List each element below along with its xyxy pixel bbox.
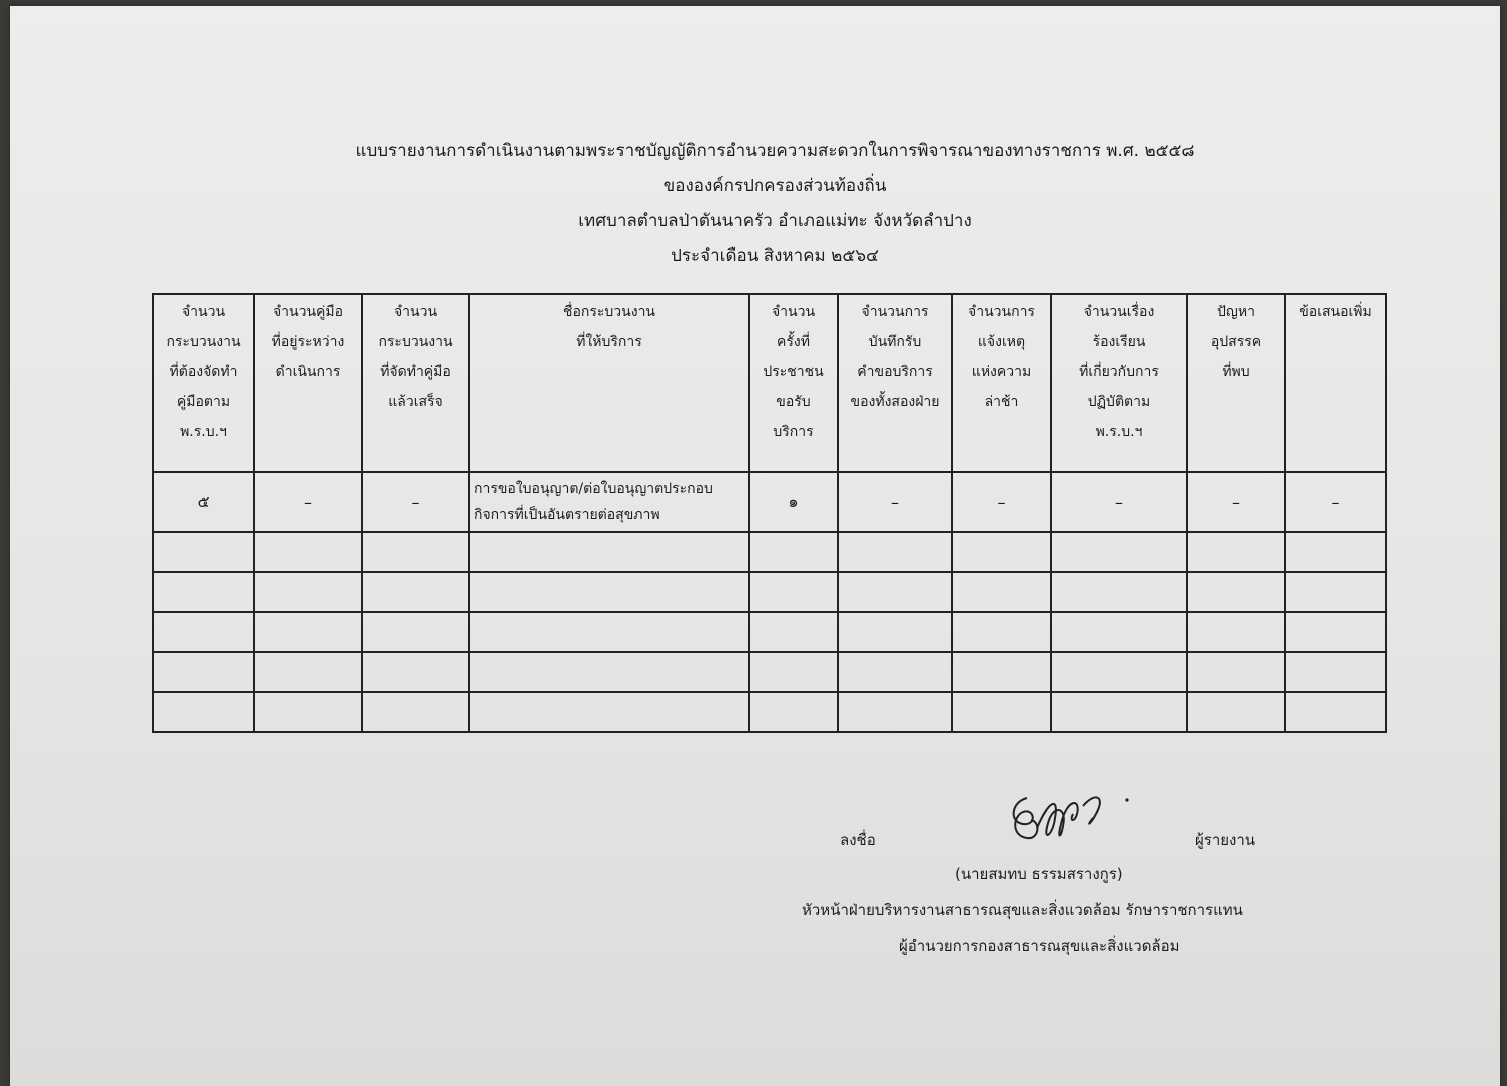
report-period: ประจำเดือน สิงหาคม ๒๕๖๔	[671, 246, 879, 266]
header-line: พ.ร.บ.ฯ	[1095, 424, 1143, 440]
document-page	[10, 6, 1500, 1086]
header-line: ที่เกี่ยวกับการ	[1079, 364, 1159, 380]
table-row	[153, 472, 1386, 532]
header-line: กระบวนงาน	[166, 334, 241, 350]
report-subtitle-org-type: ขององค์กรปกครองส่วนท้องถิ่น	[663, 176, 887, 196]
header-line: กระบวนงาน	[378, 334, 453, 350]
header-line: จำนวนคู่มือ	[272, 304, 344, 320]
header-line: ที่จัดทำคู่มือ	[380, 364, 451, 380]
header-request-records	[838, 294, 952, 472]
table-row-empty	[153, 652, 1386, 692]
header-line: ล่าช้า	[984, 394, 1019, 410]
header-line: แห่งความ	[971, 364, 1032, 380]
table-row-empty	[153, 692, 1386, 732]
table-row-empty	[153, 612, 1386, 652]
cell-problems: –	[1187, 472, 1285, 532]
cell-required: ๕	[153, 472, 254, 532]
header-line: พ.ร.บ.ฯ	[180, 424, 227, 440]
header-line: ขอรับ	[776, 394, 811, 410]
cell-completed: –	[362, 472, 469, 532]
header-suggestions	[1285, 294, 1386, 472]
reporter-label: ผู้รายงาน	[1195, 831, 1256, 849]
table-row-empty	[153, 532, 1386, 572]
header-line: จำนวน	[181, 304, 226, 320]
header-line: จำนวนเรื่อง	[1083, 304, 1155, 320]
header-line: จำนวนการ	[861, 304, 929, 320]
report-subtitle-org-name: เทศบาลตำบลป่าตันนาครัว อำเภอแม่ทะ จังหวัดลำปาง	[578, 211, 972, 231]
report-title: แบบรายงานการดำเนินงานตามพระราชบัญญัติการอำนวยความสะดวกในการพิจารณาของทางราชการ พ.ศ. ๒๕๕๘	[355, 141, 1195, 161]
cell-in-progress: –	[254, 472, 362, 532]
header-line: ที่ให้บริการ	[576, 334, 642, 350]
header-manuals-in-progress	[254, 294, 362, 472]
cell-complaints: –	[1051, 472, 1187, 532]
header-line: แจ้งเหตุ	[977, 334, 1026, 350]
cell-process-name	[469, 472, 749, 532]
header-line: ร้องเรียน	[1092, 334, 1146, 350]
header-line: จำนวน	[771, 304, 816, 320]
header-line: บริการ	[773, 424, 814, 440]
cell-delays: –	[952, 472, 1051, 532]
sign-label: ลงชื่อ	[840, 831, 876, 849]
header-required-processes	[153, 294, 254, 472]
signer-acting-position: ผู้อำนวยการกองสาธารณสุขและสิ่งแวดล้อม	[899, 937, 1180, 955]
header-line: ข้อเสนอเพิ่ม	[1299, 304, 1372, 320]
cell-suggestions: –	[1285, 472, 1386, 532]
header-line: ปฏิบัติตาม	[1087, 394, 1151, 410]
report-table	[152, 293, 1387, 733]
header-line: คำขอบริการ	[857, 364, 933, 380]
process-name-line-1: การขอใบอนุญาต/ต่อใบอนุญาตประกอบ	[474, 481, 713, 497]
header-line: ครั้งที่	[777, 334, 810, 350]
header-line: คู่มือตาม	[176, 394, 231, 410]
header-line: ดำเนินการ	[275, 364, 341, 380]
header-line: จำนวน	[393, 304, 438, 320]
header-complaints	[1051, 294, 1187, 472]
header-line: บันทึกรับ	[868, 334, 922, 350]
header-line: จำนวนการ	[968, 304, 1035, 320]
header-problems	[1187, 294, 1285, 472]
header-line: ปัญหา	[1217, 304, 1255, 320]
header-line: แล้วเสร็จ	[388, 394, 443, 410]
cell-service-count: ๑	[749, 472, 838, 532]
header-line: อุปสรรค	[1210, 334, 1262, 350]
cell-records: –	[838, 472, 952, 532]
header-line: ที่อยู่ระหว่าง	[271, 334, 345, 350]
table-row-empty	[153, 572, 1386, 612]
header-delay-notices	[952, 294, 1051, 472]
table-header-row	[153, 294, 1386, 472]
header-manuals-completed	[362, 294, 469, 472]
header-line: ชื่อกระบวนงาน	[562, 304, 655, 320]
signer-name: (นายสมทบ ธรรมสรางกูร)	[955, 865, 1123, 883]
process-name-line-2: กิจการที่เป็นอันตรายต่อสุขภาพ	[474, 507, 660, 523]
report-title-block	[10, 134, 1507, 274]
header-line: ของทั้งสองฝ่าย	[850, 394, 940, 410]
header-line: ประชาชน	[763, 364, 824, 380]
signer-position: หัวหน้าฝ่ายบริหารงานสาธารณสุขและสิ่งแวดล้อม รักษาราชการแทน	[802, 901, 1243, 919]
header-line: ที่ต้องจัดทำ	[169, 364, 238, 380]
header-service-count	[749, 294, 838, 472]
header-process-name	[469, 294, 749, 472]
handwritten-signature	[997, 778, 1147, 858]
header-line: ที่พบ	[1222, 364, 1250, 380]
